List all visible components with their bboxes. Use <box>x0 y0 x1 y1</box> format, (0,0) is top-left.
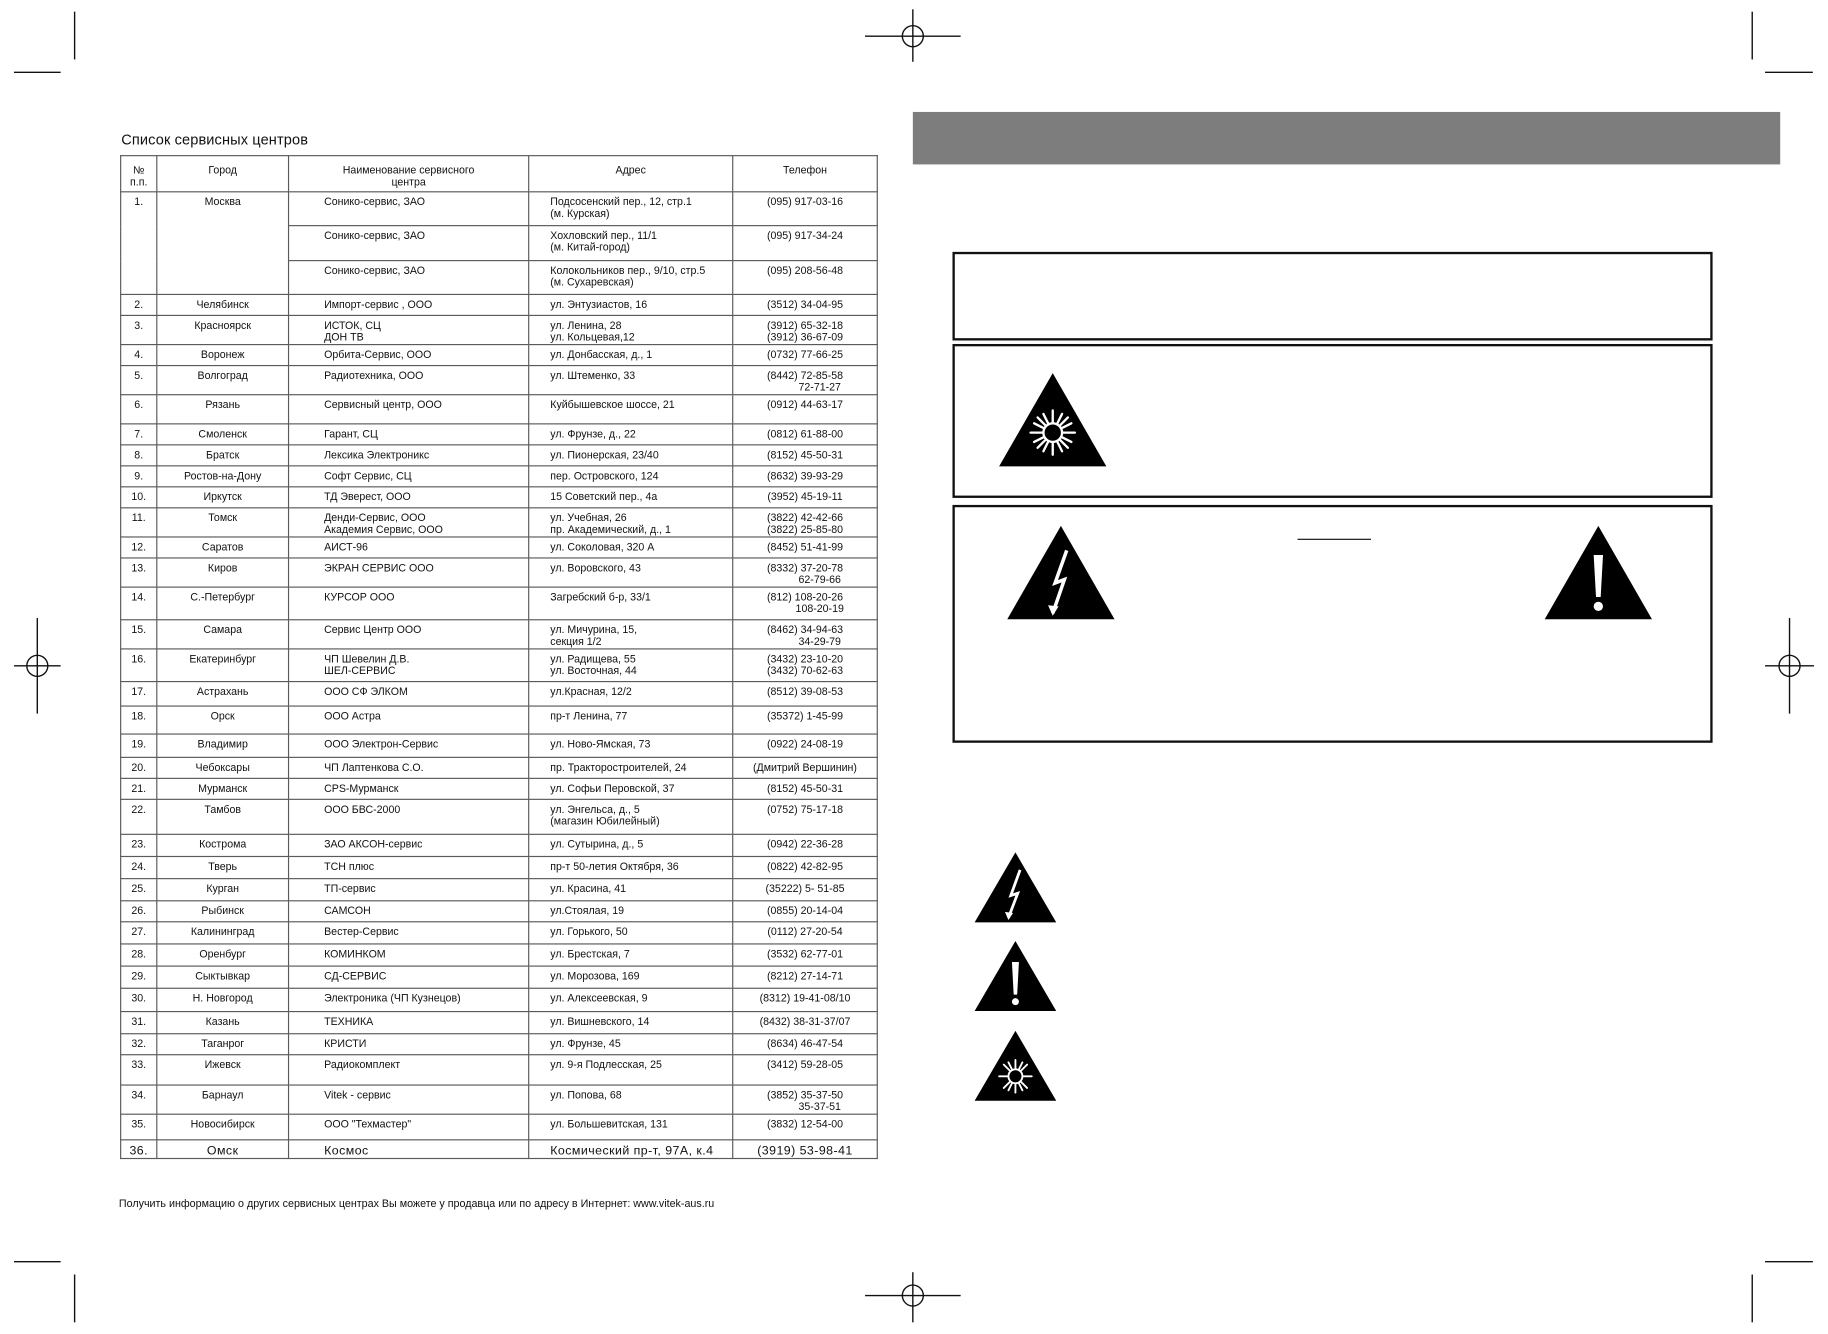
table-row <box>121 682 878 706</box>
header-center-name: Наименование сервисного центра <box>289 156 529 192</box>
row-phone: (8212) 27-14-71 <box>733 966 878 988</box>
table-row <box>121 879 878 901</box>
table-row <box>121 558 878 587</box>
row-center-name: ЧП Шевелин Д.В. ШЕЛ-СЕРВИС <box>289 649 529 682</box>
row-city: Владимир <box>157 734 289 757</box>
row-phone: (095) 208-56-48 <box>733 261 878 295</box>
row-number: 29. <box>121 966 157 988</box>
row-center-name: ЗАО АКСОН-сервис <box>289 834 529 856</box>
row-phone: (8432) 38-31-37/07 <box>733 1012 878 1034</box>
row-city: Рыбинск <box>157 901 289 922</box>
row-center-name: ТЕХНИКА <box>289 1012 529 1034</box>
row-city: Самара <box>157 620 289 649</box>
row-center-name: Vitek - сервис <box>289 1085 529 1114</box>
row-number: 1. <box>121 192 157 295</box>
row-center-name: ООО Астра <box>289 706 529 734</box>
table-row <box>121 294 878 315</box>
row-phone: (8452) 51-41-99 <box>733 537 878 558</box>
row-number: 35. <box>121 1114 157 1140</box>
row-phone: (3952) 45-19-11 <box>733 487 878 508</box>
table-row <box>121 366 878 395</box>
table-row <box>121 537 878 558</box>
table-row <box>121 345 878 366</box>
row-center-name: КОМИНКОМ <box>289 944 529 966</box>
laser-icon <box>998 372 1108 468</box>
row-address: 15 Советский пер., 4а <box>529 487 733 508</box>
row-center-name: ТСН плюс <box>289 856 529 878</box>
row-city: Курган <box>157 879 289 901</box>
row-city: Смоленск <box>157 424 289 445</box>
row-phone: (0942) 22-36-28 <box>733 834 878 856</box>
row-address: ул.Стоялая, 19 <box>529 901 733 922</box>
row-center-name: ТП-сервис <box>289 879 529 901</box>
row-address: ул. Донбасская, д., 1 <box>529 345 733 366</box>
row-address: ул. Соколовая, 320 А <box>529 537 733 558</box>
row-center-name: Орбита-Сервис, ООО <box>289 345 529 366</box>
row-phone: (095) 917-34-24 <box>733 226 878 261</box>
header-address: Адрес <box>529 156 733 192</box>
row-phone: (8512) 39-08-53 <box>733 682 878 706</box>
row-address: пер. Островского, 124 <box>529 466 733 487</box>
row-address: ул. Брестская, 7 <box>529 944 733 966</box>
row-number: 14. <box>121 587 157 620</box>
row-number: 26. <box>121 901 157 922</box>
table-row <box>121 192 878 226</box>
row-number: 8. <box>121 445 157 466</box>
row-phone: (35222) 5- 51-85 <box>733 879 878 901</box>
row-phone: (8152) 45-50-31 <box>733 445 878 466</box>
row-city: Тверь <box>157 856 289 878</box>
table-row <box>121 922 878 944</box>
row-address: ул. Попова, 68 <box>529 1085 733 1114</box>
row-phone: (3412) 59-28-05 <box>733 1055 878 1085</box>
table-row <box>121 966 878 988</box>
shock-warning-box <box>952 505 1712 743</box>
row-phone: (3512) 34-04-95 <box>733 294 878 315</box>
row-number: 31. <box>121 1012 157 1034</box>
row-center-name: ООО "Техмастер" <box>289 1114 529 1140</box>
table-row <box>121 1140 878 1159</box>
header-city: Город <box>157 156 289 192</box>
footnote: Получить информацию о других сервисных центрах Вы можете у продавца или по адресу в Интернет: www.vitek-aus.ru <box>118 1197 715 1210</box>
row-address: ул. Вишневского, 14 <box>529 1012 733 1034</box>
row-address: ул. Учебная, 26 пр. Академический, д., 1 <box>529 508 733 537</box>
lightning-warning-icon <box>973 851 1057 923</box>
row-city: Калининград <box>157 922 289 944</box>
row-phone: (0812) 61-88-00 <box>733 424 878 445</box>
row-city: Томск <box>157 508 289 537</box>
row-address: ул. Радищева, 55 ул. Восточная, 44 <box>529 649 733 682</box>
row-phone: (0922) 24-08-19 <box>733 734 878 757</box>
row-address: ул. Большевитская, 131 <box>529 1114 733 1140</box>
row-phone: (3919) 53-98-41 <box>733 1140 878 1159</box>
row-phone: (8462) 34-94-63 34-29-79 <box>733 620 878 649</box>
table-row <box>121 944 878 966</box>
row-number: 27. <box>121 922 157 944</box>
row-number: 33. <box>121 1055 157 1085</box>
row-center-name: СД-СЕРВИС <box>289 966 529 988</box>
row-address: ул. Штеменко, 33 <box>529 366 733 395</box>
row-address: ул. Ново-Ямская, 73 <box>529 734 733 757</box>
table-row <box>121 1114 878 1140</box>
row-phone: (0822) 42-82-95 <box>733 856 878 878</box>
row-center-name: Импорт-сервис , ООО <box>289 294 529 315</box>
table-row <box>121 834 878 856</box>
row-city: Новосибирск <box>157 1114 289 1140</box>
row-phone: (0855) 20-14-04 <box>733 901 878 922</box>
laser-icon <box>973 1030 1057 1102</box>
row-city: Саратов <box>157 537 289 558</box>
laser-warning-box <box>952 344 1712 498</box>
row-city: С.-Петербург <box>157 587 289 620</box>
row-address: ул. 9-я Подлесская, 25 <box>529 1055 733 1085</box>
row-address: ул. Морозова, 169 <box>529 966 733 988</box>
row-city: Таганрог <box>157 1034 289 1055</box>
row-phone: (8634) 46-47-54 <box>733 1034 878 1055</box>
row-address: ул. Энгельса, д., 5 (магазин Юбилейный) <box>529 799 733 834</box>
row-city: Орск <box>157 706 289 734</box>
row-address: ул. Красина, 41 <box>529 879 733 901</box>
header-number: № п.п. <box>121 156 157 192</box>
row-address: пр. Тракторостроителей, 24 <box>529 757 733 778</box>
row-address: ул. Мичурина, 15, секция 1/2 <box>529 620 733 649</box>
row-phone: (095) 917-03-16 <box>733 192 878 226</box>
header-bar <box>913 112 1780 164</box>
row-number: 5. <box>121 366 157 395</box>
row-city: Мурманск <box>157 778 289 799</box>
table-body <box>121 192 878 1159</box>
table-row <box>121 395 878 424</box>
row-address: пр-т 50-летия Октября, 36 <box>529 856 733 878</box>
row-number: 2. <box>121 294 157 315</box>
table-header-row <box>121 156 878 192</box>
row-city: Н. Новгород <box>157 988 289 1011</box>
row-center-name: ИСТОК, СЦ ДОН ТВ <box>289 315 529 344</box>
row-phone: (8632) 39-93-29 <box>733 466 878 487</box>
row-city: Челябинск <box>157 294 289 315</box>
table-row <box>121 1034 878 1055</box>
service-center-table <box>120 155 878 1159</box>
row-address: Подсосенский пер., 12, стр.1 (м. Курская) <box>529 192 733 226</box>
row-city: Кострома <box>157 834 289 856</box>
row-number: 20. <box>121 757 157 778</box>
row-city: Казань <box>157 1012 289 1034</box>
row-city: Рязань <box>157 395 289 424</box>
row-address: Колокольников пер., 9/10, стр.5 (м. Сухаревская) <box>529 261 733 295</box>
table-row <box>121 706 878 734</box>
caption-underline <box>1298 539 1371 540</box>
table-row <box>121 778 878 799</box>
row-address: Космический пр-т, 97А, к.4 <box>529 1140 733 1159</box>
row-center-name: Сонико-сервис, ЗАО <box>289 192 529 226</box>
table-row <box>121 487 878 508</box>
row-phone: (0912) 44-63-17 <box>733 395 878 424</box>
table-row <box>121 587 878 620</box>
row-center-name: Лексика Электроникс <box>289 445 529 466</box>
row-city: Ростов-на-Дону <box>157 466 289 487</box>
row-number: 16. <box>121 649 157 682</box>
row-address: Загребский б-р, 33/1 <box>529 587 733 620</box>
row-number: 9. <box>121 466 157 487</box>
table-row <box>121 988 878 1011</box>
row-phone: (3532) 62-77-01 <box>733 944 878 966</box>
row-center-name: Гарант, СЦ <box>289 424 529 445</box>
table-row <box>121 757 878 778</box>
row-center-name: ЭКРАН СЕРВИС ООО <box>289 558 529 587</box>
row-city: Ижевск <box>157 1055 289 1085</box>
row-address: ул. Энтузиастов, 16 <box>529 294 733 315</box>
table-row <box>121 508 878 537</box>
row-phone: (8332) 37-20-78 62-79-66 <box>733 558 878 587</box>
row-center-name: Сонико-сервис, ЗАО <box>289 261 529 295</box>
row-city: Москва <box>157 192 289 295</box>
row-center-name: Сонико-сервис, ЗАО <box>289 226 529 261</box>
row-address: ул. Алексеевская, 9 <box>529 988 733 1011</box>
row-phone: (8152) 45-50-31 <box>733 778 878 799</box>
table-row <box>121 315 878 344</box>
row-center-name: Вестер-Сервис <box>289 922 529 944</box>
row-address: ул. Горького, 50 <box>529 922 733 944</box>
row-address: ул. Ленина, 28 ул. Кольцевая,12 <box>529 315 733 344</box>
row-city: Оренбург <box>157 944 289 966</box>
row-address: ул. Софьи Перовской, 37 <box>529 778 733 799</box>
row-number: 32. <box>121 1034 157 1055</box>
row-center-name: Космос <box>289 1140 529 1159</box>
row-number: 19. <box>121 734 157 757</box>
table-row <box>121 466 878 487</box>
row-number: 18. <box>121 706 157 734</box>
list-title: Список сервисных центров <box>121 131 309 149</box>
row-city: Тамбов <box>157 799 289 834</box>
row-phone: (0732) 77-66-25 <box>733 345 878 366</box>
row-address: ул. Сутырина, д., 5 <box>529 834 733 856</box>
row-center-name: Радиотехника, ООО <box>289 366 529 395</box>
row-phone: (0112) 27-20-54 <box>733 922 878 944</box>
row-center-name: Денди-Сервис, ООО Академия Сервис, ООО <box>289 508 529 537</box>
row-address: Куйбышевское шоссе, 21 <box>529 395 733 424</box>
row-center-name: Софт Сервис, СЦ <box>289 466 529 487</box>
row-number: 15. <box>121 620 157 649</box>
table-row <box>121 424 878 445</box>
row-city: Волгоград <box>157 366 289 395</box>
row-number: 10. <box>121 487 157 508</box>
row-phone: (0752) 75-17-18 <box>733 799 878 834</box>
row-phone: (3832) 12-54-00 <box>733 1114 878 1140</box>
row-center-name: АИСТ-96 <box>289 537 529 558</box>
row-city: Барнаул <box>157 1085 289 1114</box>
row-city: Красноярск <box>157 315 289 344</box>
row-city: Омск <box>157 1140 289 1159</box>
row-city: Екатеринбург <box>157 649 289 682</box>
notice-box-top <box>952 252 1712 341</box>
header-phone: Телефон <box>733 156 878 192</box>
row-center-name: ООО СФ ЭЛКОМ <box>289 682 529 706</box>
row-city: Братск <box>157 445 289 466</box>
table-row <box>121 734 878 757</box>
table-row <box>121 1085 878 1114</box>
row-center-name: КУРСОР ООО <box>289 587 529 620</box>
row-phone: (35372) 1-45-99 <box>733 706 878 734</box>
row-center-name: CPS-Мурманск <box>289 778 529 799</box>
table-row <box>121 649 878 682</box>
row-center-name: ТД Эверест, ООО <box>289 487 529 508</box>
row-center-name: Сервисный центр, ООО <box>289 395 529 424</box>
row-phone: (8442) 72-85-58 72-71-27 <box>733 366 878 395</box>
row-number: 12. <box>121 537 157 558</box>
row-phone: (812) 108-20-26 108-20-19 <box>733 587 878 620</box>
row-phone: (Дмитрий Вершинин) <box>733 757 878 778</box>
row-center-name: САМСОН <box>289 901 529 922</box>
row-number: 3. <box>121 315 157 344</box>
row-phone: (8312) 19-41-08/10 <box>733 988 878 1011</box>
table-row <box>121 799 878 834</box>
row-number: 23. <box>121 834 157 856</box>
row-city: Чебоксары <box>157 757 289 778</box>
exclamation-warning-icon <box>973 940 1057 1012</box>
row-city: Астрахань <box>157 682 289 706</box>
row-center-name: КРИСТИ <box>289 1034 529 1055</box>
exclamation-warning-icon <box>1544 525 1654 621</box>
row-city: Киров <box>157 558 289 587</box>
row-number: 24. <box>121 856 157 878</box>
row-number: 17. <box>121 682 157 706</box>
row-number: 34. <box>121 1085 157 1114</box>
row-center-name: Радиокомплект <box>289 1055 529 1085</box>
row-center-name: Электроника (ЧП Кузнецов) <box>289 988 529 1011</box>
row-number: 25. <box>121 879 157 901</box>
row-phone: (3822) 42-42-66 (3822) 25-85-80 <box>733 508 878 537</box>
table-row <box>121 856 878 878</box>
row-number: 30. <box>121 988 157 1011</box>
row-address: ул. Воровского, 43 <box>529 558 733 587</box>
row-address: ул. Фрунзе, 45 <box>529 1034 733 1055</box>
row-center-name: ООО БВС-2000 <box>289 799 529 834</box>
row-city: Иркутск <box>157 487 289 508</box>
row-center-name: Сервис Центр ООО <box>289 620 529 649</box>
row-address: пр-т Ленина, 77 <box>529 706 733 734</box>
row-number: 4. <box>121 345 157 366</box>
row-number: 28. <box>121 944 157 966</box>
row-address: ул. Фрунзе, д., 22 <box>529 424 733 445</box>
table-row <box>121 445 878 466</box>
lightning-warning-icon <box>1006 525 1116 621</box>
row-city: Воронеж <box>157 345 289 366</box>
row-number: 36. <box>121 1140 157 1159</box>
row-number: 21. <box>121 778 157 799</box>
table-row <box>121 1055 878 1085</box>
row-center-name: ЧП Лаптенкова С.О. <box>289 757 529 778</box>
row-number: 7. <box>121 424 157 445</box>
row-phone: (3432) 23-10-20 (3432) 70-62-63 <box>733 649 878 682</box>
table-row <box>121 620 878 649</box>
row-number: 11. <box>121 508 157 537</box>
row-center-name: ООО Электрон-Сервис <box>289 734 529 757</box>
row-phone: (3912) 65-32-18 (3912) 36-67-09 <box>733 315 878 344</box>
table-row <box>121 1012 878 1034</box>
row-address: ул. Пионерская, 23/40 <box>529 445 733 466</box>
row-address: ул.Красная, 12/2 <box>529 682 733 706</box>
row-city: Сыктывкар <box>157 966 289 988</box>
row-phone: (3852) 35-37-50 35-37-51 <box>733 1085 878 1114</box>
row-number: 22. <box>121 799 157 834</box>
row-address: Хохловский пер., 11/1 (м. Китай-город) <box>529 226 733 261</box>
row-number: 6. <box>121 395 157 424</box>
row-number: 13. <box>121 558 157 587</box>
table-row <box>121 901 878 922</box>
